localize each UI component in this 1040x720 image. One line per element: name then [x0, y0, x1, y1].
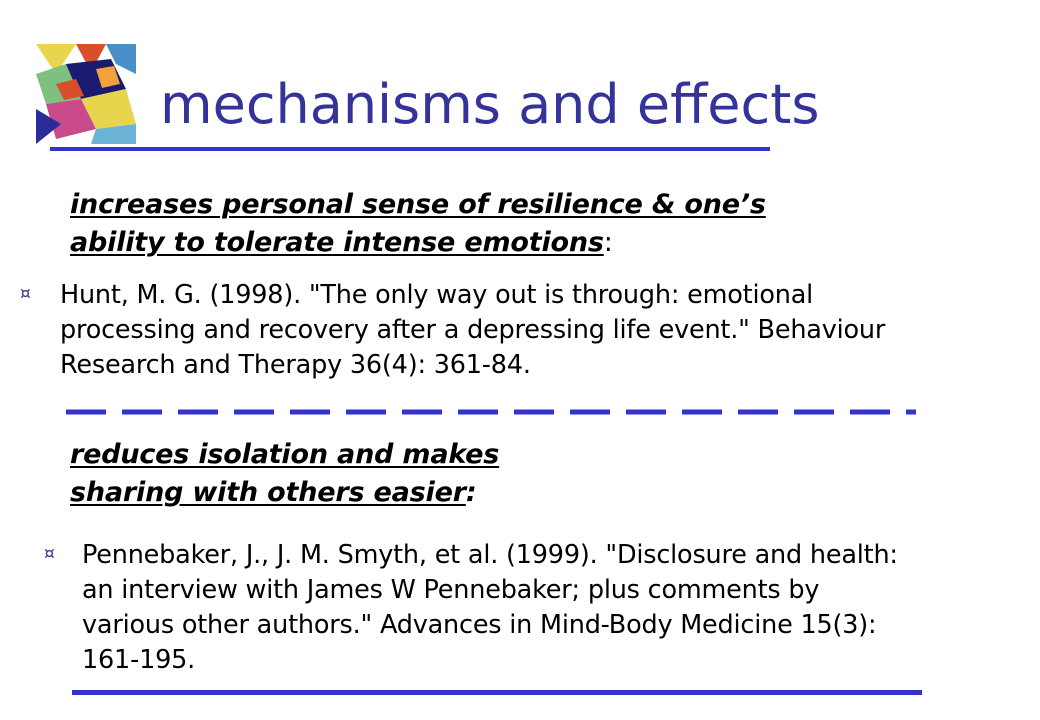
point-tail: : — [465, 477, 477, 508]
reference-line: Pennebaker, J., J. M. Smyth, et al. (1999). "Disclosure and health: — [82, 540, 898, 570]
slide-title: mechanisms and effects — [160, 73, 820, 136]
point-line: sharing with others easier — [70, 477, 466, 508]
reference-line: an interview with James W Pennebaker; plus comments by — [82, 575, 820, 605]
clipart-logo-icon — [36, 44, 136, 144]
reference-line: 161-195. — [82, 645, 196, 675]
point-resilience — [70, 186, 766, 262]
reference-pennebaker — [82, 538, 1022, 678]
reference-line: various other authors." Advances in Mind-Body Medicine 15(3): — [82, 610, 877, 640]
reference-hunt — [60, 278, 1000, 383]
reference-line: processing and recovery after a depressing life event." Behaviour — [60, 315, 886, 345]
point-isolation — [70, 436, 499, 512]
bullet-icon: ¤ — [20, 284, 31, 304]
bullet-icon: ¤ — [44, 544, 55, 564]
title-underline — [50, 147, 770, 151]
point-line: ability to tolerate intense emotions — [70, 227, 604, 258]
point-line: reduces isolation and makes — [70, 439, 500, 470]
point-line: increases personal sense of resilience & one’s — [70, 189, 766, 220]
reference-line: Hunt, M. G. (1998). "The only way out is through: emotional — [60, 280, 814, 310]
reference-line: Research and Therapy 36(4): 361-84. — [60, 350, 531, 380]
dashed-divider — [66, 408, 916, 416]
point-tail: : — [603, 227, 613, 258]
bottom-underline — [72, 690, 922, 695]
